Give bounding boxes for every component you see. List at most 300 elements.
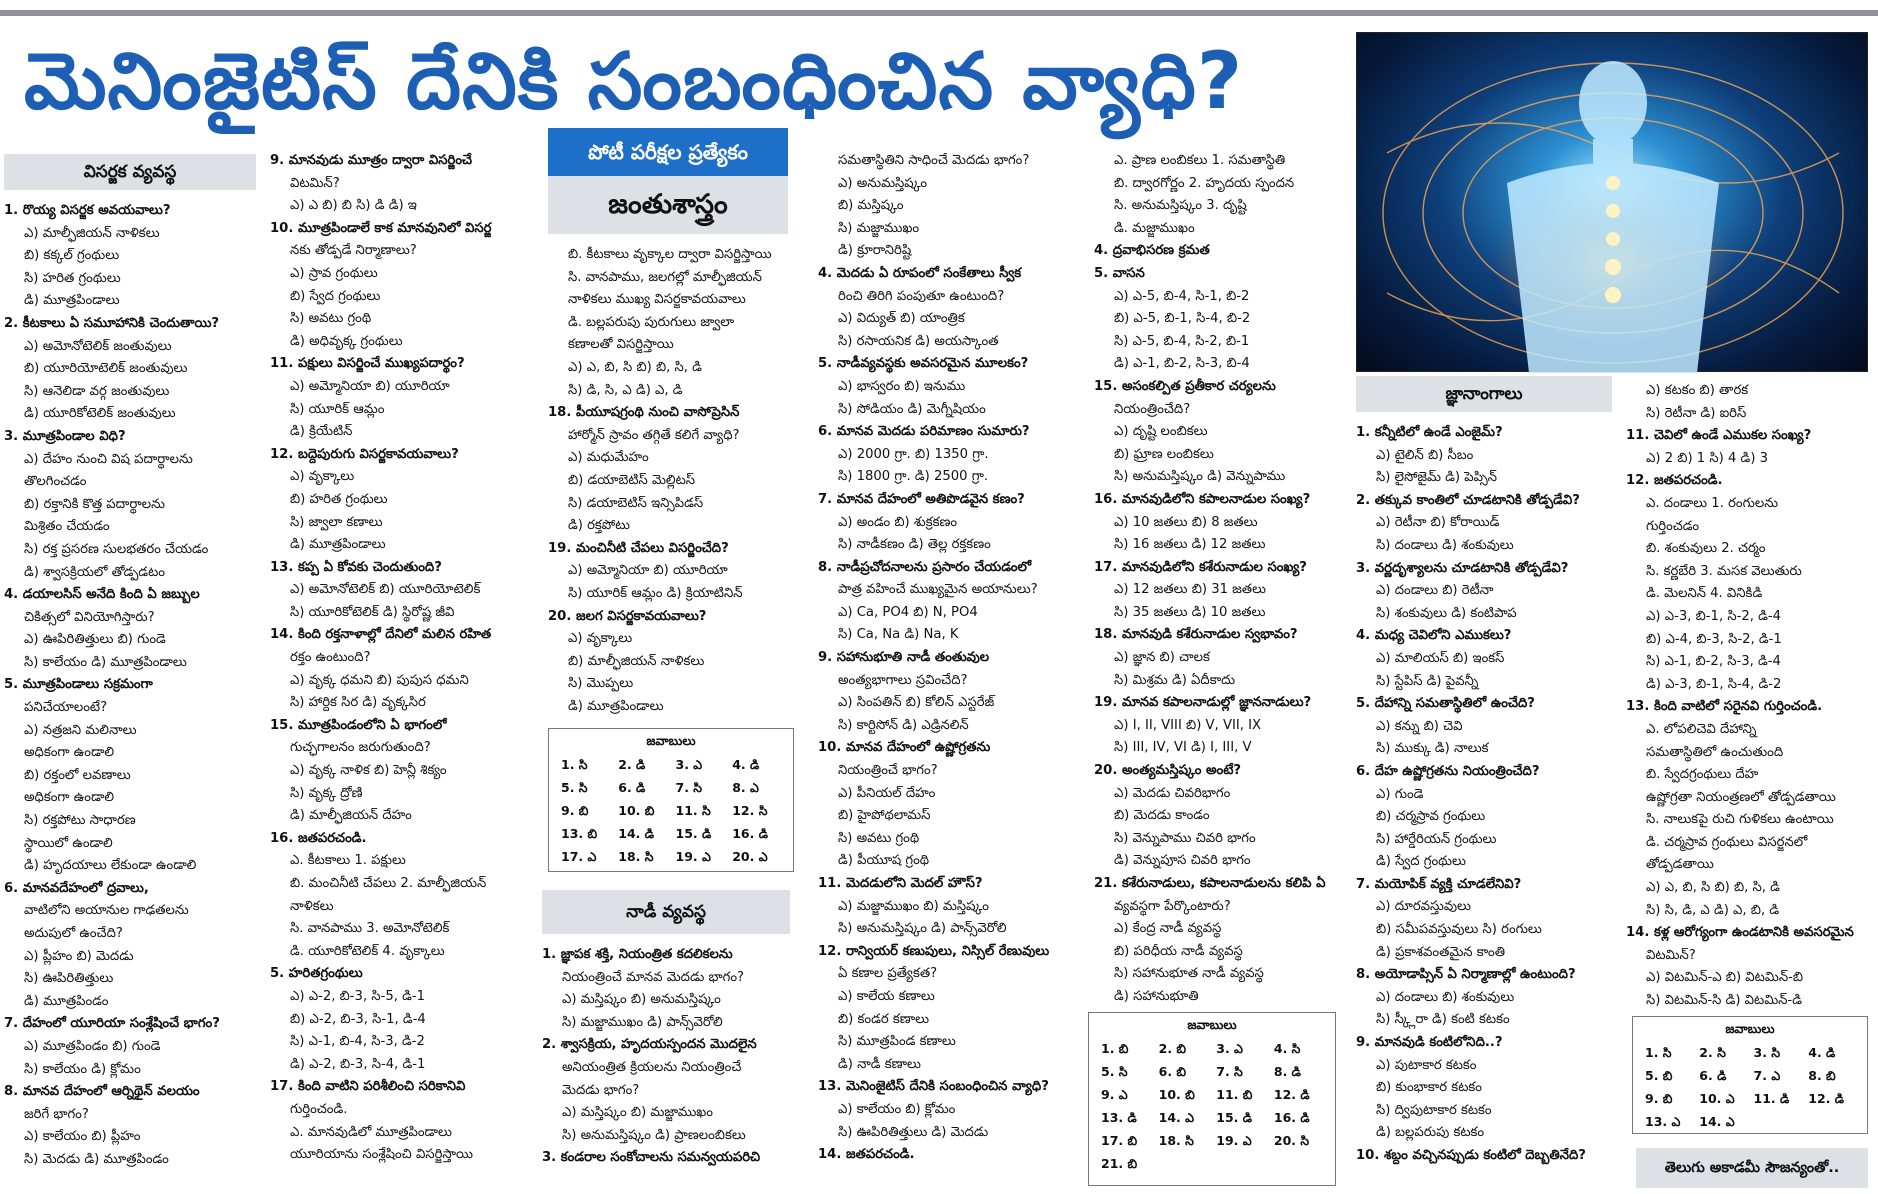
question-list-4: [818, 150, 1080, 1167]
question-line: సి) మెదడు డి) మూత్రపిండం: [24, 1151, 169, 1167]
answer-cell: 7. ఎ: [1753, 1068, 1781, 1083]
question-line: 12. జతపరచండి.: [1626, 473, 1723, 489]
question-line: బి) మాల్ఫీజియన్ నాళికలు: [568, 653, 705, 669]
question-line: సమతాస్థితిలో ఉంచుతుంది: [1646, 744, 1784, 760]
question-line: ఎ) వృక్క ధమని బి) పుపుస ధమని: [290, 672, 469, 688]
question-line: విటమిన్?: [290, 175, 340, 191]
question-line: డి) మూత్రపిండం: [24, 993, 109, 1009]
question-line: స్థాయిలో ఉండాలి: [24, 835, 113, 851]
question-line: సి) స్టేపిస్ డి) పైవన్నీ: [1376, 673, 1479, 689]
answer-cell: 16. డి: [732, 826, 768, 841]
question-line: సి) యూరికోటెలిక్ డి) స్థిరోష్ణ జీవి: [290, 604, 455, 620]
answer-cell: 19. ఎ: [675, 849, 711, 864]
question-line: సి) సి, డి, ఎ డి) ఎ, బి, డి: [1646, 902, 1780, 918]
question-line: బి) మస్తిష్కం: [838, 198, 904, 214]
question-line: ఎ) అమ్మోనియా బి) యూరియా: [290, 378, 450, 394]
question-line: సమతాస్థితిని సాధించే మెదడు భాగం?: [838, 153, 1030, 168]
question-line: బి. ద్వారగోర్ణం 2. హృదయ స్పందన: [1114, 175, 1295, 191]
answer-cell: 5. సి: [1101, 1064, 1128, 1079]
question-line: ఎ) పుటాకార కటకం: [1376, 1057, 1477, 1073]
question-line: సి) III, IV, VI డి) I, III, V: [1114, 740, 1252, 756]
question-line: 2. తక్కువ కాంతిలో చూడటానికి తోడ్పడేవి?: [1356, 492, 1580, 508]
question-line: 8. నాడీప్రచోదనాలను ప్రసారం చేయడంలో: [818, 559, 1032, 575]
question-line: డి) ఎ-3, బి-1, సి-4, డి-2: [1646, 676, 1782, 692]
question-line: డి) వెన్నుపూస చివరి భాగం: [1114, 853, 1251, 869]
question-line: సి) హార్డేరియన్ గ్రంథులు: [1376, 831, 1497, 847]
question-line: 4. ద్రవాభిసరణ క్రమత: [1094, 243, 1210, 259]
question-line: 5. మూత్రపిండాలు సక్రమంగా: [4, 677, 153, 693]
question-line: ఎ. మానవుడిలో మూత్రపిండాలు: [290, 1124, 452, 1140]
answer-cell: 11. సి: [675, 803, 711, 818]
question-line: 2. కీటకాలు ఏ సమూహానికి చెందుతాయి?: [4, 315, 220, 331]
question-line: డి. చర్మస్రావ గ్రంథులు విసర్జనలో: [1646, 834, 1808, 850]
answer-cell: 3. సి: [1753, 1045, 1781, 1060]
question-line: బి. మంచినీటి చేపలు 2. మాల్ఫీజియన్: [290, 876, 487, 891]
question-line: ఎ) అమ్మోనియా బి) యూరియా: [568, 563, 728, 579]
question-line: ఎ. ప్రాణ లంబికలు 1. సమతాస్థితి: [1114, 153, 1286, 168]
question-line: ఎ) దేహం నుంచి విష పదార్థాలను: [24, 451, 193, 467]
question-line: సి) రసాయనిక డి) అయస్కాంత: [838, 333, 999, 349]
question-line: 6. మానవ మెదడు పరిమాణం సుమారు?: [818, 424, 1030, 440]
answer-cell: 6. డి: [618, 780, 646, 795]
question-line: ఎ) అనుమస్తిష్కం: [838, 175, 928, 191]
question-line: డి) మూత్రపిండాలు: [24, 293, 120, 309]
answer-cell: 8. బి: [1808, 1068, 1836, 1083]
answer-box-1: [548, 728, 794, 872]
question-line: గుచ్ఛగాలనం జరుగుతుంది?: [290, 740, 431, 756]
answer-cell: 8. డి: [1273, 1064, 1301, 1079]
question-line: సి) కాలేయం డి) క్లోమం: [24, 1061, 141, 1077]
question-line: బి) కక్కల్ గ్రంథులు: [24, 248, 120, 264]
question-line: అదుపులో ఉంచేది?: [24, 926, 123, 941]
question-line: నియంత్రించే మానవ మెదడు భాగం?: [562, 969, 745, 985]
answer-cell: 13. బి: [561, 826, 598, 841]
question-list-6: [1356, 422, 1622, 1168]
question-line: డి) క్రూరానిరిష్టి: [838, 243, 912, 259]
answer-cell: 12. డి: [1808, 1091, 1844, 1106]
answer-cell: 1. సి: [561, 757, 588, 772]
question-line: డి) పీయూష గ్రంథి: [838, 853, 930, 869]
question-list-5: [1094, 150, 1350, 1009]
question-line: 4. డయాలసిస్ అనేది కింది ఏ జబ్బుల: [4, 587, 200, 603]
column-senses-1: [1356, 372, 1622, 1194]
question-line: డి) యూరికోటెలిక్ జంతువులు: [24, 406, 176, 422]
question-line: ఎ) ఎ, బి, సి బి) బి, సి, డి: [1646, 880, 1780, 896]
question-line: 6. దేహ ఉష్ణోగ్రతను నియంత్రించేది?: [1356, 763, 1540, 779]
question-line: సి. అనుమస్తిష్కం 3. దృష్టి: [1114, 198, 1247, 214]
question-line: సి) హరిత గ్రంథులు: [24, 270, 121, 286]
answer-cell: 19. ఎ: [1216, 1133, 1252, 1148]
question-line: ఎ) ఎ-3, బి-1, సి-2, డి-4: [1646, 608, 1782, 624]
answer-cell: [1804, 1112, 1859, 1135]
question-line: 4. మధ్య చెవిలోని ఎముకలు?: [1356, 628, 1512, 644]
answer-cell: 13. డి: [1101, 1110, 1137, 1125]
question-line: 16. మానవుడిలోని కపాలనాడుల సంఖ్య?: [1094, 491, 1311, 507]
question-line: 18. పీయూషగ్రంథి నుంచి వాసోప్రెసిన్: [548, 405, 740, 421]
question-line: సి) Ca, Na డి) Na, K: [838, 627, 959, 643]
top-rule: [0, 10, 1878, 16]
question-line: సి. వానపాము 3. అమోనోటెలిక్: [290, 921, 450, 937]
answer-cell: 6. డి: [1699, 1068, 1727, 1083]
column-nervous-2: [818, 150, 1080, 1194]
question-line: సి) మొప్పలు: [568, 676, 634, 692]
question-line: 7. మయోపిక్ వ్యక్తి చూడలేనివి?: [1356, 876, 1522, 892]
question-line: ఎ. దండాలు 1. రంగులను: [1646, 495, 1779, 511]
question-line: ఎ) మస్తిష్కం బి) అనుమస్తిష్కం: [562, 992, 721, 1008]
column-excretory-3: [548, 244, 810, 714]
question-line: మెదడు భాగం?: [562, 1082, 640, 1098]
question-line: అనియంత్రిత క్రియలను నియంత్రించే: [562, 1059, 742, 1075]
section-heading-senses: జ్ఞానాంగాలు: [1356, 376, 1612, 412]
answer-cell: 18. సి: [1158, 1133, 1194, 1148]
answer-cell: 12. డి: [1273, 1087, 1310, 1102]
question-line: ఎ) గుండె: [1376, 786, 1424, 802]
answer-box-title: జవాబులు: [1725, 1021, 1775, 1036]
question-line: 8. అయోడాప్సిన్ ఏ నిర్మాణాల్లో ఉంటుంది?: [1356, 967, 1576, 983]
column-senses-2: [1626, 380, 1876, 1010]
question-line: సి) నాడీకణం డి) తెల్ల రక్తకణం: [838, 537, 991, 553]
question-line: బి) ఎ-2, బి-3, సి-1, డి-4: [290, 1011, 426, 1027]
question-line: నియంత్రించే భాగం?: [838, 763, 938, 779]
question-line: ఎ) Ca, PO4 బి) N, PO4: [838, 604, 978, 620]
question-line: యూరియాను సంశ్లేషించి విసర్జిస్తాయి: [290, 1147, 473, 1163]
answer-cell: 16. డి: [1273, 1110, 1310, 1125]
question-line: బి) హరిత గ్రంథులు: [290, 491, 388, 507]
question-line: 8. మానవ దేహంలో ఆర్నిథైన్ వలయం: [4, 1084, 200, 1100]
question-line: సి) 1800 గ్రా. డి) 2500 గ్రా.: [838, 469, 989, 485]
answer-cell: 10. ఎ: [1699, 1091, 1735, 1106]
question-line: 1. జ్ఞాపక శక్తి, నియంత్రిత కదలికలను: [542, 947, 733, 962]
answer-box-3: [1632, 1016, 1868, 1134]
question-line: ఎ) విటమిన్-ఎ బి) విటమిన్-బి: [1646, 970, 1804, 986]
question-line: 10. మానవ దేహంలో ఉష్ణోగ్రతను: [818, 740, 991, 756]
question-line: గుర్తించండి.: [290, 1101, 348, 1117]
question-line: డి) రక్తపోటు: [568, 518, 630, 534]
question-line: ఎ) మజ్జాముఖం బి) మస్తిష్కం: [838, 898, 989, 914]
question-line: బి) హైపోథలామస్: [838, 808, 931, 824]
question-line: 9. సహానుభూతి నాడీ తంతువుల: [818, 650, 990, 666]
answer-cell: 14. డి: [618, 826, 654, 841]
answer-cell: 4. డి: [1808, 1045, 1836, 1060]
question-line: ఎ) నత్రజని మలినాలు: [24, 722, 137, 738]
question-line: సి) స్క్లీరా డి) కంటి కటకం: [1376, 1012, 1510, 1028]
question-list-1: [4, 200, 256, 1172]
question-line: ఎ) విద్యుత్ బి) యాంత్రిక: [838, 311, 965, 327]
question-line: డి. మెలనిన్ 4. వినికిడి: [1646, 586, 1763, 602]
question-line: పాత్ర వహించే ముఖ్యమైన అయానులు?: [838, 582, 1038, 598]
answer-box-title: జవాబులు: [1187, 1017, 1237, 1032]
question-line: సి. వానపాము, జలగల్లో మాల్ఫీజియన్: [568, 269, 762, 285]
answer-cell: 20. సి: [1273, 1133, 1310, 1148]
answer-cell: [1155, 1154, 1213, 1177]
question-line: ఎ) మూత్రపిండం బి) గుండె: [24, 1038, 161, 1054]
question-line: అధికంగా ఉండాలి: [24, 790, 115, 806]
answer-cell: 3. ఎ: [1216, 1041, 1243, 1056]
question-line: సి) ఎ-1, బి-2, సి-3, డి-4: [1646, 654, 1781, 670]
question-line: సి) హార్దిక సిర డి) వృక్కసిర: [290, 695, 426, 711]
credit-line: తెలుగు అకాడమీ సౌజన్యంతో..: [1636, 1148, 1868, 1188]
question-line: 20. జలగ విసర్జకావయవాలు?: [548, 608, 707, 624]
question-line: డి) మూత్రపిండాలు: [568, 698, 664, 714]
question-line: నాళికలు: [290, 898, 334, 914]
question-line: ఏ కణాల ప్రత్యేకత?: [838, 966, 938, 982]
section-heading-nervous: నాడీ వ్యవస్థ: [542, 890, 790, 934]
question-line: ఎ) ప్లీహం బి) మెదడు: [24, 948, 134, 964]
question-line: 17. కింది వాటిని పరిశీలించి సరికానివి: [270, 1079, 466, 1095]
question-line: చికిత్సలో వినియోగిస్తారు?: [24, 609, 155, 625]
question-line: నకు తోడ్పడే నిర్మాణాలు?: [290, 243, 417, 259]
question-line: 1. కన్నీటిలో ఉండే ఎంజైమ్?: [1356, 425, 1503, 440]
question-line: డి. మజ్జాముఖం: [1114, 220, 1195, 236]
answer-cell: [1270, 1154, 1327, 1177]
column-excretory-2: [270, 150, 532, 1194]
question-line: ఎ) మెదడు చివరిభాగం: [1114, 785, 1231, 801]
question-line: బి) కుంభాకార కటకం: [1376, 1080, 1482, 1096]
question-line: వాటిలోని అయానుల గాఢతలను: [24, 903, 189, 919]
answer-cell: 2. బి: [1158, 1041, 1187, 1056]
question-line: సి) కాలేయం డి) మూత్రపిండాలు: [24, 654, 187, 670]
question-line: 19. మానవ కపాలనాడుల్లో జ్ఞాననాడులు?: [1094, 695, 1312, 711]
question-line: హార్మోన్ స్రావం తగ్గితే కలిగే వ్యాధి?: [568, 427, 740, 443]
question-line: సి) మూత్రపిండ కణాలు: [838, 1034, 956, 1050]
question-line: సి) అనుమస్తిష్కం డి) వెన్నుపాము: [1114, 469, 1286, 485]
question-line: 9. మానవుడి కంటిలోనిది..?: [1356, 1035, 1503, 1051]
question-list-3b: [542, 944, 804, 1170]
question-line: 18. మానవుడి కశేరునాడుల స్వభావం?: [1094, 627, 1298, 643]
question-line: మిశ్రితం చేయడం: [24, 519, 110, 535]
answer-cell: 1. బి: [1101, 1041, 1129, 1056]
brain-illustration: [1356, 32, 1868, 372]
question-line: ఎ) వృక్కాలు: [568, 631, 633, 647]
question-line: సి) అవటు గ్రంథి: [290, 311, 372, 327]
question-line: సి) మజ్జాముఖం: [838, 220, 920, 236]
question-line: ఎ) కేంద్ర నాడీ వ్యవస్థ: [1114, 921, 1222, 937]
special-badge: పోటీ పరీక్షల ప్రత్యేకం: [548, 128, 788, 176]
question-line: సి) ముక్కు డి) నాలుక: [1376, 741, 1489, 757]
answer-cell: 11. బి: [1216, 1087, 1253, 1102]
answer-cell: 7. సి: [1216, 1064, 1243, 1079]
question-line: బి) రక్తంలో లవణాలు: [24, 767, 131, 783]
question-line: నియంత్రించేది?: [1114, 401, 1191, 417]
question-line: విటమిన్?: [1646, 947, 1696, 963]
question-line: డి) క్రియేటిన్: [290, 424, 353, 440]
question-line: ఎ) 12 జతలు బి) 31 జతలు: [1114, 582, 1266, 598]
question-line: 1. రొయ్య విసర్జక అవయవాలు?: [4, 203, 171, 218]
question-line: తొలగించడం: [24, 474, 87, 490]
question-line: 21. కశేరునాడులు, కపాలనాడులను కలిపి ఏ: [1094, 876, 1326, 891]
question-line: రించి తిరిగి పంపుతూ ఉంటుంది?: [838, 288, 1005, 304]
answer-cell: 9. ఎ: [1101, 1087, 1128, 1102]
question-line: ఎ) పీనియల్ దేహం: [838, 785, 936, 801]
question-line: ఎ) సింపతిన్ బి) కోలిన్ ఎస్టరేజ్: [838, 695, 995, 711]
question-line: రక్తం ఉంటుంది?: [290, 650, 371, 666]
answer-cell: 5. బి: [1645, 1068, 1673, 1083]
question-line: డి) ఎ-2, బి-3, సి-4, డి-1: [290, 1056, 426, 1072]
answer-cell: [1212, 1154, 1270, 1177]
answer-cell: 14. ఎ: [1699, 1114, 1735, 1129]
question-line: 17. మానవుడిలోని కశేరునాడుల సంఖ్య?: [1094, 559, 1307, 575]
question-line: ఎ) టైలిన్ బి) సీబం: [1376, 447, 1474, 463]
question-line: 19. మంచినీటి చేపలు విసర్జించేది?: [548, 540, 729, 556]
question-line: డి) స్వేద గ్రంథులు: [1376, 854, 1466, 870]
question-line: డి. బల్లపరుపు పురుగులు జ్వాలా: [568, 314, 735, 330]
question-line: పనిచేయాలంటే?: [24, 700, 108, 716]
question-line: సి. కర్ణబేరి 3. మసక వెలుతురు: [1646, 563, 1802, 579]
answer-cell: 20. ఎ: [732, 849, 768, 864]
question-line: సి) విటమిన్-సి డి) విటమిన్-డి: [1646, 993, 1802, 1009]
question-line: ఎ) ఎ-5, బి-4, సి-1, బి-2: [1114, 288, 1250, 304]
question-line: 16. జతపరచండి.: [270, 830, 367, 846]
answer-cell: 6. బి: [1158, 1064, 1187, 1079]
question-line: సి) యూరిక్ ఆమ్లం డి) క్రియాటినిన్: [568, 585, 743, 601]
answer-cell: 15. డి: [1216, 1110, 1252, 1125]
question-line: ఎ) కటకం బి) తారక: [1646, 383, 1749, 398]
answer-cell: 17. ఎ: [561, 849, 597, 864]
question-line: సి) రక్త ప్రసరణ సులభతరం చేయడం: [24, 541, 209, 557]
answer-cell: 4. సి: [1273, 1041, 1301, 1056]
answer-cell: 11. డి: [1753, 1091, 1790, 1106]
question-line: సి) ఆనెలిడా వర్గ జంతువులు: [24, 383, 170, 399]
question-line: సి. నాలుకపై రుచి గుళికలు ఉంటాయి: [1646, 812, 1834, 828]
question-list-7: [1626, 380, 1876, 1013]
question-line: సి) ఎ-1, బి-4, సి-3, డి-2: [290, 1034, 425, 1050]
headline: మెనింజైటిస్ దేనికి సంబంధించిన వ్యాధి?: [24, 37, 1244, 127]
question-line: 10. మూత్రపిండాలే కాక మానవునిలో విసర్జ: [270, 220, 492, 236]
question-line: 11. పక్షులు విసర్జించే ముఖ్యపదార్థం?: [270, 356, 465, 372]
question-line: నాళికలు ముఖ్య విసర్జకావయవాలు: [568, 292, 746, 308]
question-line: సి) 35 జతలు డి) 10 జతలు: [1114, 604, 1266, 620]
question-line: సి) కార్టిసోన్ డి) ఎడ్రినలిన్: [838, 717, 969, 733]
question-line: తోడ్పడతాయి: [1646, 857, 1714, 873]
question-line: 20. అంత్యమస్తిష్కం అంటే?: [1094, 763, 1242, 779]
question-line: ఎ) అండం బి) శుక్రకణం: [838, 514, 958, 530]
question-line: ఎ) మాలియస్ బి) ఇంకస్: [1376, 650, 1505, 666]
column-nervous-3: [1094, 150, 1350, 1010]
question-line: 3. కండరాల సంకోచాలను సమన్వయపరిచి: [542, 1150, 761, 1166]
question-line: ఎ) కన్ను బి) చెవి: [1376, 718, 1463, 734]
question-line: ఎ) వృక్క నాళిక బి) హెన్లీ శిక్యం: [290, 763, 447, 779]
question-line: సి) ఎ-5, బి-4, సి-2, బి-1: [1114, 333, 1250, 349]
question-line: బి. స్వేదగ్రంథులు దేహ: [1646, 767, 1759, 783]
question-line: 15. మూత్రపిండంలోని ఏ భాగంలో: [270, 717, 447, 733]
question-line: 10. శబ్దం వచ్చినప్పుడు కంటిలో దెబ్బతినేది?: [1356, 1148, 1586, 1163]
section-heading-excretory: విసర్జక వ్యవస్థ: [4, 154, 256, 190]
question-line: 5. హరితగ్రంథులు: [270, 966, 363, 982]
question-line: 15. అసంకల్పిత ప్రతీకార చర్యలను: [1094, 378, 1276, 394]
question-line: 12. బద్దెపురుగు విసర్జకావయవాలు?: [270, 446, 459, 462]
answer-cell: 8. ఎ: [732, 780, 759, 795]
question-line: ఎ) ఎ-2, బి-3, సి-5, డి-1: [290, 988, 426, 1004]
question-line: 11. చెవిలో ఉండే ఎముకల సంఖ్య?: [1626, 428, 1812, 444]
question-line: సి) 16 జతలు డి) 12 జతలు: [1114, 537, 1266, 553]
question-line: ఉష్ణోగ్రతా నియంత్రణలో తోడ్పడతాయి: [1646, 789, 1836, 805]
answer-cell: [1750, 1112, 1805, 1135]
answer-cell: 18. సి: [618, 849, 654, 864]
answer-box-2: [1088, 1012, 1336, 1186]
answer-cell: 10. బి: [1158, 1087, 1195, 1102]
question-line: సి) రెటీనా డి) ఐరిస్: [1646, 405, 1747, 421]
question-line: 5. వాసన: [1094, 265, 1145, 281]
question-line: డి) సహానుభూతి: [1114, 988, 1199, 1004]
question-line: ఎ) అమోనోటెలిక్ జంతువులు: [24, 338, 172, 354]
question-line: సి) శంకువులు డి) కంటిపాప: [1376, 605, 1517, 621]
question-line: డి) ప్రకాశవంతమైన కాంతి: [1376, 944, 1506, 960]
question-line: సి) వెన్నుపాము చివరి భాగం: [1114, 830, 1256, 846]
question-line: సి) మజ్జాముఖం డి) పాన్స్‌వెరోలి: [562, 1014, 723, 1030]
question-line: బి) యూరియోటెలిక్ జంతువులు: [24, 361, 188, 377]
question-line: సి) అవటు గ్రంథి: [838, 830, 920, 846]
answer-cell: 13. ఎ: [1645, 1114, 1681, 1129]
answer-cell: 12. సి: [732, 803, 768, 818]
question-line: సి) ద్విపుటాకార కటకం: [1376, 1102, 1492, 1118]
question-line: ఎ) దండాలు బి) రెటీనా: [1376, 583, 1494, 599]
question-line: బి) చర్మస్రావ గ్రంథులు: [1376, 809, 1486, 825]
question-line: ఎ) I, II, VIII బి) V, VII, IX: [1114, 717, 1262, 733]
question-line: సి) లైసోజైమ్ డి) పెప్సిన్: [1376, 470, 1498, 486]
answer-cell: 7. సి: [675, 780, 703, 795]
question-line: ఎ) ఊపిరితిత్తులు బి) గుండె: [24, 632, 166, 648]
question-line: డి) అధివృక్క గ్రంథులు: [290, 333, 403, 349]
question-line: ఎ) కాలేయ కణాలు: [838, 988, 935, 1004]
question-line: ఎ) దూరవస్తువులు: [1376, 899, 1471, 915]
question-line: ఎ) ఎ బి) బి సి) డి డి) ఇ: [290, 198, 417, 214]
question-line: ఎ. కీటకాలు 1. పక్షులు: [290, 853, 406, 869]
question-line: ఎ) భాస్వరం బి) ఇనుము: [838, 378, 966, 394]
question-line: సి) డి, సి, ఎ డి) ఎ, డి: [568, 382, 683, 398]
answer-cell: 15. డి: [675, 826, 712, 841]
question-line: ఎ) రెటీనా బి) కోరాయిడ్: [1376, 515, 1500, 531]
question-line: బి) పరిధీయ నాడీ వ్యవస్థ: [1114, 943, 1243, 959]
question-line: డి. యూరికోటెలిక్ 4. వృక్కాలు: [290, 943, 445, 959]
question-line: బి) కండర కణాలు: [838, 1011, 930, 1027]
question-line: సి) యూరిక్ ఆమ్లం: [290, 401, 385, 417]
question-line: డి) హృదయాలు లేకుండా ఉండాలి: [24, 858, 197, 874]
question-line: ఎ) కాలేయం బి) క్లోమం: [838, 1101, 956, 1117]
question-line: జరిగే భాగం?: [24, 1106, 89, 1122]
question-line: ఎ) స్రావ గ్రంథులు: [290, 265, 378, 281]
question-line: డి) నాడీ కణాలు: [838, 1056, 921, 1072]
question-line: 11. మెదడులోని మెదల్ హౌస్?: [818, 876, 983, 891]
question-line: సి) అనుమస్తిష్కం డి) ప్రాణలంబికలు: [562, 1127, 746, 1143]
question-line: ఎ) ఎ, బి, సి బి) బి, సి, డి: [568, 359, 702, 375]
question-list-2: [270, 150, 532, 1167]
question-line: సి) రక్తపోటు సాధారణ: [24, 813, 136, 829]
question-line: సి) డయాబెటిస్ ఇన్సిపిడస్: [568, 495, 704, 511]
answer-cell: 2. సి: [1699, 1045, 1726, 1060]
answer-cell: 5. సి: [561, 780, 588, 795]
answer-cell: 21. బి: [1101, 1156, 1138, 1171]
question-line: బి) ఘ్రాణ లంబికలు: [1114, 446, 1214, 462]
question-line: ఎ) మస్తిష్కం బి) మజ్జాముఖం: [562, 1105, 713, 1121]
answer-cell: 9. బి: [561, 803, 589, 818]
question-line: ఎ) దృష్టి లంబికలు: [1114, 424, 1208, 440]
question-line: డి) మాల్ఫీజియన్ దేహం: [290, 808, 412, 824]
question-line: సి) వృక్క ద్రోణి: [290, 785, 363, 801]
answer-cell: 3. ఎ: [675, 757, 703, 772]
question-line: 7. దేహంలో యూరియా సంశ్లేషించే భాగం?: [4, 1016, 220, 1032]
column-excretory-1: [4, 150, 256, 1194]
question-line: 2. శ్వాసక్రియ, హృదయస్పందన మొదలైన: [542, 1037, 757, 1053]
question-line: బి) రక్తానికి కొత్త పదార్థాలను: [24, 496, 165, 512]
question-line: 14. కళ్ల ఆరోగ్యంగా ఉండటానికి అవసరమైన: [1626, 925, 1854, 941]
question-line: బి) ఎ-4, బి-3, సి-2, డి-1: [1646, 631, 1782, 647]
question-line: ఎ) మధుమేహం: [568, 450, 649, 466]
subject-title: జంతుశాస్త్రం: [548, 176, 788, 234]
question-line: 6. మానవదేహంలో ద్రవాలు,: [4, 880, 149, 896]
question-line: డి) బల్లపరుపు కటకం: [1376, 1125, 1485, 1141]
question-line: బి) స్వేద గ్రంథులు: [290, 288, 381, 304]
question-line: సి) సోడియం డి) మెగ్నీషియం: [838, 401, 986, 417]
